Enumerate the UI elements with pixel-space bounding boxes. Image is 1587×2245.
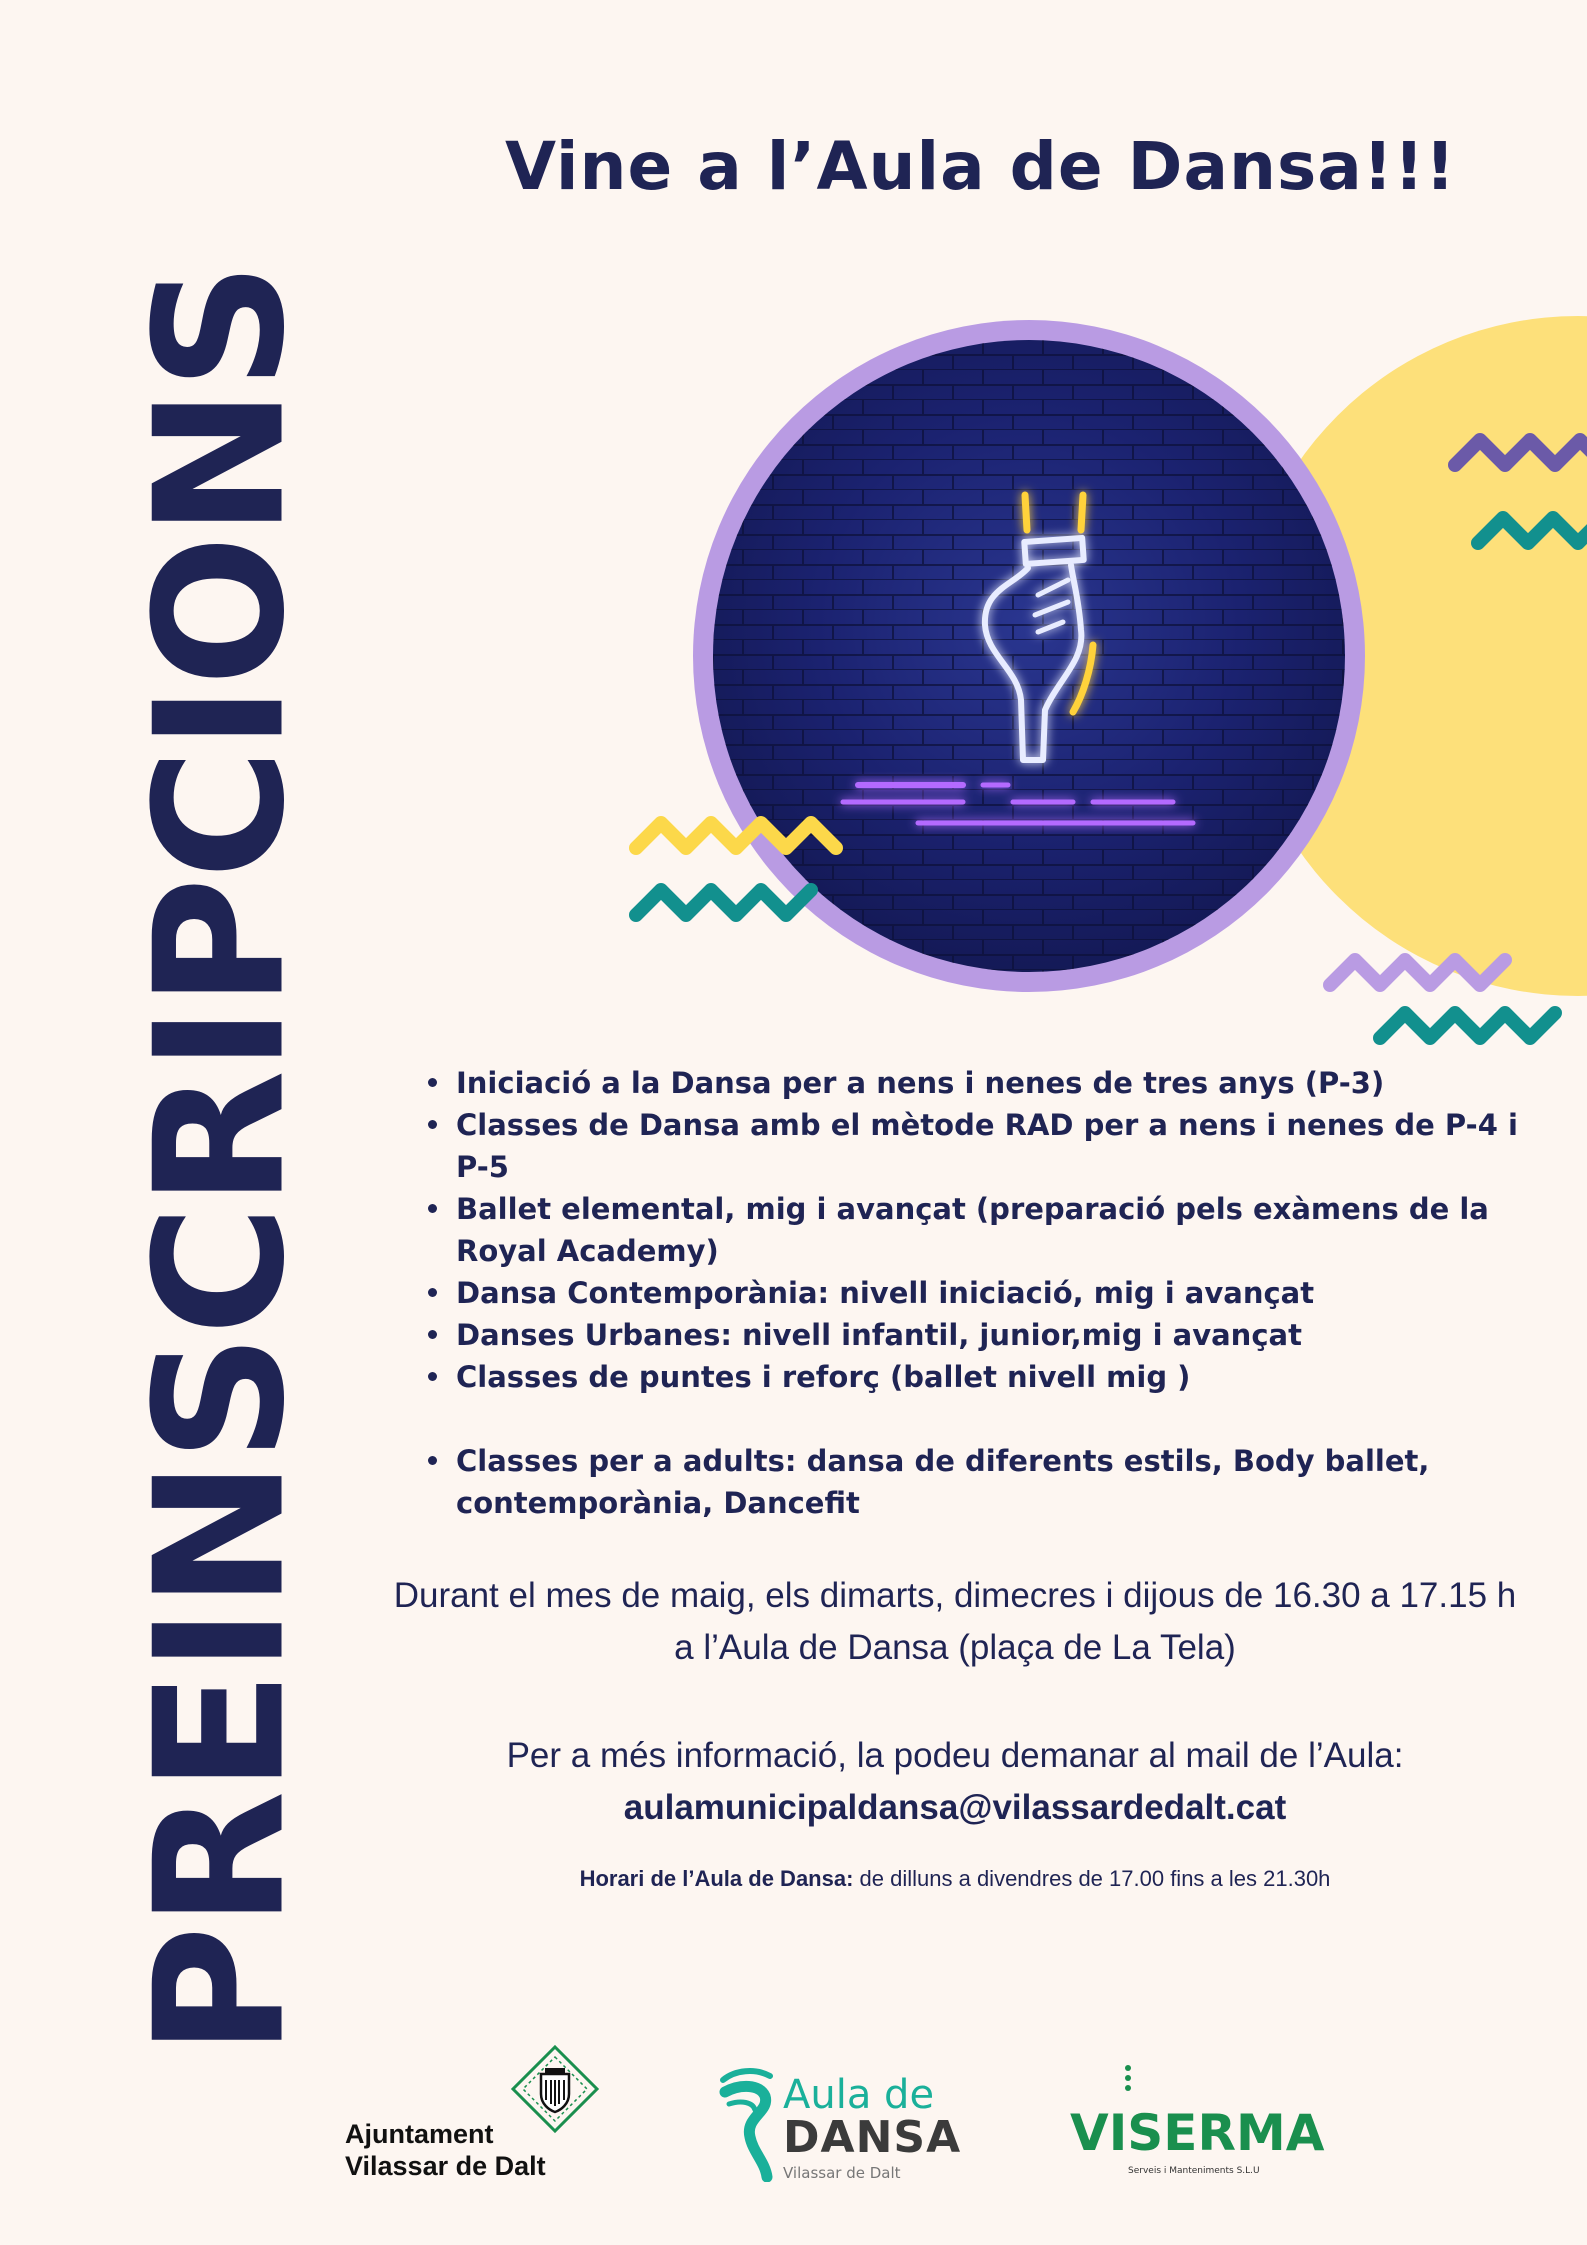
schedule-line-2: a l’Aula de Dansa (plaça de La Tela) bbox=[674, 1628, 1236, 1667]
hours-label: Horari de l’Aula de Dansa: bbox=[579, 1866, 854, 1891]
aula-line-2: DANSA bbox=[783, 2112, 962, 2163]
course-list bbox=[428, 1062, 1538, 1524]
course-item: Ballet elemental, mig i avançat (preparació pels exàmens de la Royal Academy) bbox=[428, 1188, 1538, 1272]
contact-email[interactable]: aulamunicipaldansa@vilassardedalt.cat bbox=[623, 1788, 1287, 1827]
schedule-info bbox=[330, 1570, 1580, 1674]
neon-illustration bbox=[713, 340, 1345, 972]
hours-text: de dilluns a divendres de 17.00 fins a les 21.30h bbox=[853, 1866, 1331, 1891]
zigzag-teal-right bbox=[1380, 1013, 1555, 1038]
aula-line-3: Vilassar de Dalt bbox=[783, 2164, 901, 2182]
viserma-dots-icon bbox=[1118, 2062, 1138, 2102]
ajuntament-logo bbox=[345, 2050, 605, 2181]
course-item: Classes de puntes i reforç (ballet nivell mig ) bbox=[428, 1356, 1538, 1398]
dancer-ribbon-icon bbox=[715, 2062, 785, 2182]
neon-pointe-shoe-icon bbox=[713, 340, 1345, 972]
page-title: Vine a l’Aula de Dansa!!! bbox=[505, 128, 1457, 205]
viserma-name: VISERMA bbox=[1070, 2104, 1325, 2162]
course-item: Classes de Dansa amb el mètode RAD per a nens i nenes de P-4 i P-5 bbox=[428, 1104, 1538, 1188]
course-item: Danses Urbanes: nivell infantil, junior,mig i avançat bbox=[428, 1314, 1538, 1356]
opening-hours bbox=[330, 1866, 1580, 1892]
ajuntament-text bbox=[345, 2118, 546, 2182]
aula-line-1: Aula de bbox=[783, 2072, 935, 2118]
contact-intro: Per a més informació, la podeu demanar al mail de l’Aula: bbox=[506, 1736, 1404, 1775]
aula-de-dansa-logo bbox=[715, 2062, 962, 2182]
contact-info bbox=[330, 1730, 1580, 1834]
vertical-title: PREINSCRIPCIONS bbox=[116, 263, 324, 2057]
ajuntament-line-1: Ajuntament bbox=[345, 2119, 494, 2149]
schedule-line-1: Durant el mes de maig, els dimarts, dimecres i dijous de 16.30 a 17.15 h bbox=[393, 1576, 1517, 1615]
viserma-tagline: Serveis i Manteniments S.L.U bbox=[1128, 2166, 1260, 2176]
vertical-banner bbox=[116, 263, 324, 2057]
ajuntament-line-2: Vilassar de Dalt bbox=[345, 2151, 546, 2181]
course-item-adults: Classes per a adults: dansa de diferents estils, Body ballet, contemporània, Dancefit bbox=[428, 1440, 1538, 1524]
viserma-logo bbox=[1070, 2070, 1330, 2180]
course-item: Dansa Contemporània: nivell iniciació, mig i avançat bbox=[428, 1272, 1538, 1314]
course-item: Iniciació a la Dansa per a nens i nenes de tres anys (P-3) bbox=[428, 1062, 1538, 1104]
